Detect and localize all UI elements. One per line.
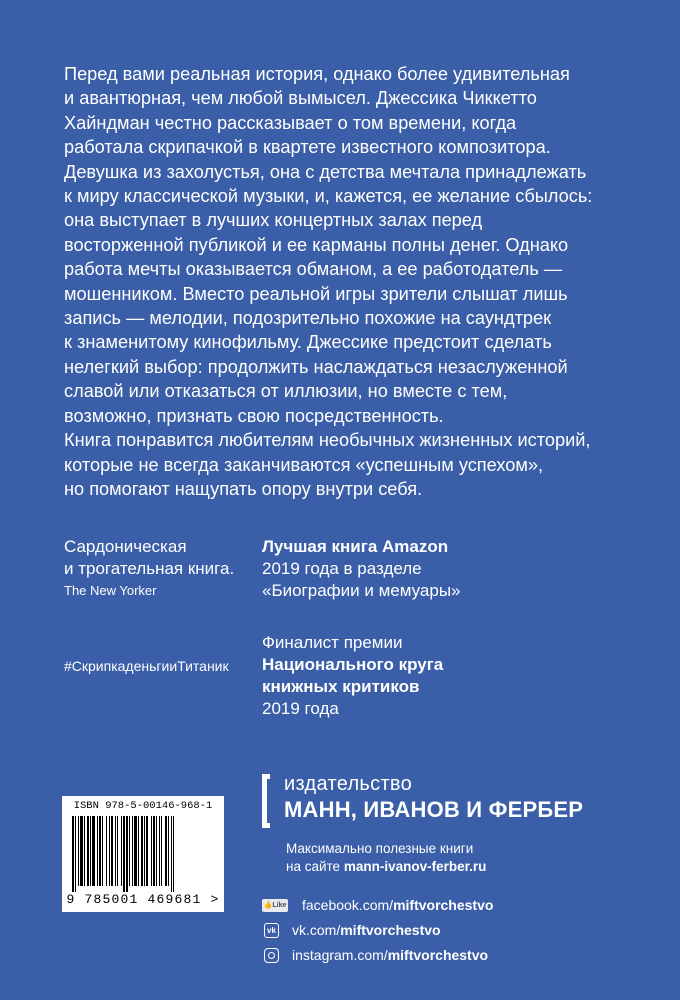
social-handle: miftvorchestvo (387, 947, 489, 963)
barcode-bar (92, 816, 95, 886)
description-line: нелегкий выбор: продолжить наслаждаться незаслуженной (64, 356, 568, 377)
barcode-bar (161, 816, 162, 886)
barcode-bar (156, 816, 157, 886)
publisher-logo (262, 772, 583, 828)
social-prefix: facebook.com/ (302, 897, 394, 913)
barcode-bar (106, 816, 107, 886)
description-line: Перед вами реальная история, однако более удивительная (64, 64, 570, 84)
isbn-number: ISBN 978-5-00146-968-1 (73, 800, 213, 812)
barcode-bar (111, 816, 113, 886)
barcode-bar (99, 816, 101, 886)
barcode-bar (151, 816, 152, 886)
award-title: Национального круга (262, 655, 444, 674)
award-critics (262, 632, 443, 720)
barcode-bar (132, 816, 133, 886)
site-link[interactable]: mann-ivanov-ferber.ru (343, 859, 487, 874)
barcode-bar (75, 816, 76, 892)
isbn-barcode (62, 796, 224, 912)
barcode-bar (173, 816, 174, 892)
award-line: 2019 года в разделе (262, 559, 422, 578)
description-line: работала скрипачкой в квартете известного композитора. (64, 137, 551, 158)
description-line: которые не всегда заканчиваются «успешным успехом», (64, 454, 544, 475)
barcode-bar (165, 816, 167, 886)
social-handle: miftvorchestvo (393, 897, 494, 913)
social-handle: miftvorchestvo (340, 922, 441, 938)
description-line: и авантюрная, чем любой вымысел. Джессика Чиккетто (64, 88, 537, 109)
instagram-icon (264, 948, 279, 963)
quote-source: The New Yorker (64, 583, 157, 598)
vk-icon-label: vk (267, 925, 276, 935)
description-line: запись — мелодии, подозрительно похожие на саундтрек (64, 308, 552, 329)
barcode-bar (159, 816, 160, 886)
barcode-bar (168, 816, 169, 886)
description-line: Хайндман честно рассказывает о том времени, когда (64, 112, 517, 133)
description-line: она выступает в лучших концертных залах перед (64, 210, 483, 231)
publisher-tagline (286, 840, 486, 876)
tagline-line2 (286, 858, 486, 876)
award-line: Финалист премии (262, 633, 403, 652)
barcode-bar (146, 816, 148, 886)
barcode-digits: 9 785001 469681 > (66, 892, 220, 907)
description-line: мошенником. Вместо реальной игры зрители слышат лишь (64, 283, 568, 304)
quote-line: Сардоническая (64, 537, 187, 556)
barcode-bar (171, 816, 172, 892)
barcode-bar (78, 816, 79, 886)
barcode-bar (144, 816, 145, 886)
barcode-bar (153, 816, 155, 886)
barcode-bar (126, 816, 128, 892)
description-line: к миру классической музыки, и, кажется, ее желание сбылось: (64, 186, 593, 207)
description-line: Книга понравится любителям необычных жизненных историй, (64, 430, 591, 451)
award-title: Лучшая книга Amazon (262, 537, 449, 556)
barcode-bar (129, 816, 130, 886)
barcode-bar (102, 816, 103, 886)
award-line: 2019 года (262, 699, 339, 718)
review-quote (64, 536, 234, 600)
publisher-label: издательство (284, 773, 413, 795)
barcode-bar (134, 816, 137, 886)
social-prefix: instagram.com/ (292, 947, 388, 963)
barcode-bars (72, 816, 214, 892)
quote-line: и трогательная книга. (64, 559, 235, 578)
tagline-line: Максимально полезные книги (286, 841, 474, 856)
barcode-bar (90, 816, 91, 886)
barcode-bar (72, 816, 74, 892)
facebook-link[interactable] (262, 894, 493, 916)
bracket-icon (262, 774, 270, 828)
vk-link[interactable] (262, 919, 493, 941)
barcode-bar (123, 816, 125, 892)
description-line: работа мечты оказывается обманом, а ее работодатель — (64, 259, 563, 280)
barcode-bar (138, 816, 139, 886)
book-description (64, 62, 634, 501)
description-line: к знаменитому кинофильму. Джессике предстоит сделать (64, 332, 552, 353)
barcode-bar (87, 816, 89, 886)
instagram-link[interactable] (262, 944, 493, 966)
social-prefix: vk.com/ (292, 922, 341, 938)
vk-icon (264, 923, 279, 938)
description-line: восторженной публикой и ее карманы полны денег. Однако (64, 234, 569, 255)
publisher-name: МАНН, ИВАНОВ И ФЕРБЕР (284, 797, 584, 822)
description-line: Девушка из захолустья, она с детства мечтала принадлежать (64, 161, 587, 182)
like-badge-label: Like (272, 901, 287, 909)
barcode-bar (141, 816, 143, 886)
social-links (262, 894, 493, 969)
award-line: «Биографии и мемуары» (262, 581, 461, 600)
hashtag: #СкрипкаденьгииТитаник (64, 658, 229, 674)
barcode-bar (115, 816, 116, 886)
award-title: книжных критиков (262, 677, 420, 696)
award-amazon (262, 536, 461, 602)
description-line: славой или отказаться от иллюзии, но вместе с тем, (64, 381, 508, 402)
barcode-bar (117, 816, 118, 886)
facebook-like-icon: 👍 Like (262, 899, 288, 912)
barcode-bar (109, 816, 110, 886)
barcode-bar (121, 816, 122, 886)
description-line: но помогают нащупать опору внутри себя. (64, 478, 423, 499)
barcode-bar (97, 816, 98, 886)
barcode-bar (84, 816, 85, 886)
tagline-prefix: на сайте (286, 859, 344, 874)
description-line: возможно, признать свою посредственность. (64, 405, 444, 426)
barcode-bar (80, 816, 83, 886)
